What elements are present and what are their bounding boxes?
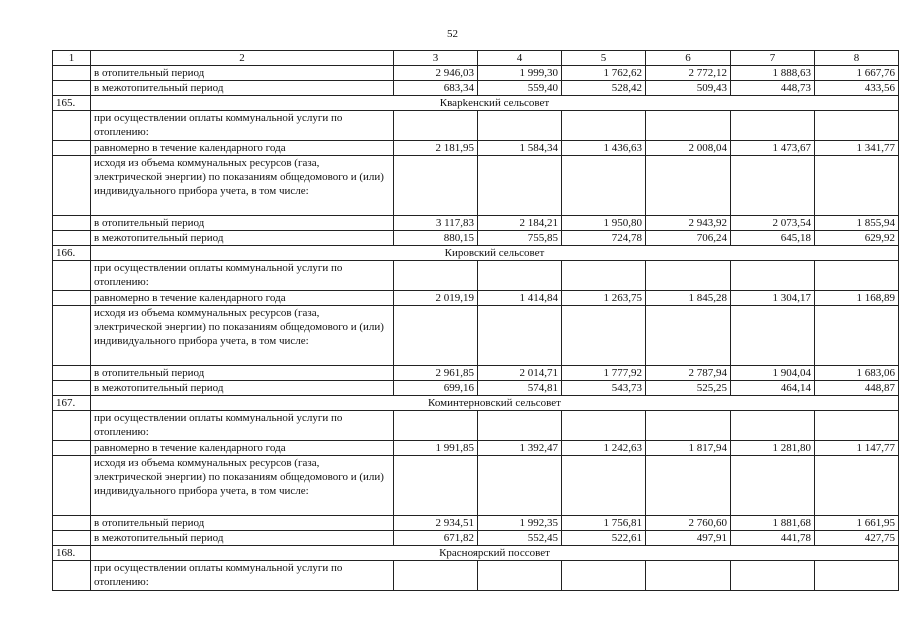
value-cell <box>562 561 646 591</box>
value-cell <box>478 411 562 441</box>
row-number-cell <box>53 111 91 141</box>
value-cell: 1 817,94 <box>646 441 731 456</box>
value-cell: 2 934,51 <box>394 516 478 531</box>
row-label: равномерно в течение календарного года <box>91 291 394 306</box>
value-cell: 2 760,60 <box>646 516 731 531</box>
value-cell: 552,45 <box>478 531 562 546</box>
row-number-cell <box>53 291 91 306</box>
section-title: Красноярский поссовет <box>91 546 899 561</box>
row-number-cell <box>53 66 91 81</box>
row-label: в отопительный период <box>91 216 394 231</box>
row-label: при осуществлении оплаты коммунальной услуги по отоплению: <box>91 411 394 441</box>
value-cell <box>478 261 562 291</box>
value-cell: 1 881,68 <box>731 516 815 531</box>
row-number-cell <box>53 516 91 531</box>
value-cell: 427,75 <box>815 531 899 546</box>
value-cell <box>646 411 731 441</box>
section-number: 167. <box>53 396 91 411</box>
value-cell: 1 304,17 <box>731 291 815 306</box>
table-row <box>53 111 899 141</box>
value-cell <box>731 456 815 516</box>
table-row <box>53 366 899 381</box>
value-cell <box>562 111 646 141</box>
row-label: исходя из объема коммунальных ресурсов (газа, электрической энергии) по показаниям общедомового и (или) индивидуального прибора учета, в том числе: <box>91 306 394 366</box>
tariff-table <box>52 50 899 591</box>
value-cell: 1 436,63 <box>562 141 646 156</box>
value-cell: 2 073,54 <box>731 216 815 231</box>
row-number-cell <box>53 156 91 216</box>
row-label: в межотопительный период <box>91 381 394 396</box>
value-cell: 543,73 <box>562 381 646 396</box>
value-cell <box>815 561 899 591</box>
value-cell: 1 661,95 <box>815 516 899 531</box>
value-cell: 699,16 <box>394 381 478 396</box>
table-row <box>53 306 899 366</box>
value-cell: 1 855,94 <box>815 216 899 231</box>
value-cell <box>562 411 646 441</box>
value-cell: 497,91 <box>646 531 731 546</box>
row-label: в отопительный период <box>91 66 394 81</box>
row-number-cell <box>53 141 91 156</box>
table-body <box>53 51 899 591</box>
value-cell: 1 414,84 <box>478 291 562 306</box>
value-cell: 3 117,83 <box>394 216 478 231</box>
section-row <box>53 546 899 561</box>
value-cell: 522,61 <box>562 531 646 546</box>
value-cell: 1 992,35 <box>478 516 562 531</box>
value-cell: 1 756,81 <box>562 516 646 531</box>
value-cell <box>815 411 899 441</box>
value-cell <box>815 306 899 366</box>
value-cell: 1 999,30 <box>478 66 562 81</box>
section-number: 165. <box>53 96 91 111</box>
value-cell <box>394 156 478 216</box>
value-cell <box>562 261 646 291</box>
value-cell <box>394 411 478 441</box>
value-cell: 2 772,12 <box>646 66 731 81</box>
row-number-cell <box>53 306 91 366</box>
row-number-cell <box>53 441 91 456</box>
table-row <box>53 261 899 291</box>
page-number: 52 <box>447 28 458 40</box>
table-row <box>53 291 899 306</box>
value-cell: 2 008,04 <box>646 141 731 156</box>
value-cell <box>815 156 899 216</box>
row-label: в отопительный период <box>91 366 394 381</box>
table-row <box>53 381 899 396</box>
section-row <box>53 396 899 411</box>
value-cell: 1 584,34 <box>478 141 562 156</box>
table-row <box>53 456 899 516</box>
value-cell <box>394 261 478 291</box>
value-cell: 683,34 <box>394 81 478 96</box>
section-title: Кварkенский сельсовет <box>91 96 899 111</box>
value-cell <box>394 306 478 366</box>
value-cell: 629,92 <box>815 231 899 246</box>
value-cell: 645,18 <box>731 231 815 246</box>
value-cell: 1 242,63 <box>562 441 646 456</box>
section-row <box>53 246 899 261</box>
section-title: Коминтерновский сельсовет <box>91 396 899 411</box>
row-label: в отопительный период <box>91 516 394 531</box>
row-label: при осуществлении оплаты коммунальной услуги по отоплению: <box>91 261 394 291</box>
value-cell: 1 991,85 <box>394 441 478 456</box>
value-cell <box>478 156 562 216</box>
row-number-cell <box>53 531 91 546</box>
value-cell <box>646 156 731 216</box>
row-label: исходя из объема коммунальных ресурсов (газа, электрической энергии) по показаниям общедомового и (или) индивидуального прибора учета, в том числе: <box>91 156 394 216</box>
value-cell: 1 168,89 <box>815 291 899 306</box>
table-row <box>53 156 899 216</box>
value-cell: 1 263,75 <box>562 291 646 306</box>
value-cell: 2 943,92 <box>646 216 731 231</box>
header-row <box>53 51 899 66</box>
table-row <box>53 411 899 441</box>
value-cell <box>562 456 646 516</box>
value-cell: 1 888,63 <box>731 66 815 81</box>
value-cell: 1 777,92 <box>562 366 646 381</box>
table-row <box>53 441 899 456</box>
value-cell <box>562 156 646 216</box>
value-cell: 448,87 <box>815 381 899 396</box>
value-cell <box>478 306 562 366</box>
value-cell: 1 845,28 <box>646 291 731 306</box>
row-label: в межотопительный период <box>91 81 394 96</box>
value-cell: 464,14 <box>731 381 815 396</box>
table-row <box>53 216 899 231</box>
value-cell: 1 904,04 <box>731 366 815 381</box>
row-number-cell <box>53 231 91 246</box>
value-cell: 1 667,76 <box>815 66 899 81</box>
value-cell <box>394 561 478 591</box>
column-header: 7 <box>731 51 815 66</box>
row-number-cell <box>53 366 91 381</box>
value-cell: 724,78 <box>562 231 646 246</box>
value-cell <box>478 561 562 591</box>
table-row <box>53 141 899 156</box>
row-number-cell <box>53 456 91 516</box>
value-cell <box>394 456 478 516</box>
value-cell <box>815 111 899 141</box>
value-cell: 2 961,85 <box>394 366 478 381</box>
value-cell <box>731 111 815 141</box>
value-cell: 671,82 <box>394 531 478 546</box>
section-number: 168. <box>53 546 91 561</box>
table-row <box>53 81 899 96</box>
value-cell: 509,43 <box>646 81 731 96</box>
row-number-cell <box>53 561 91 591</box>
row-number-cell <box>53 411 91 441</box>
value-cell: 2 181,95 <box>394 141 478 156</box>
column-header: 5 <box>562 51 646 66</box>
row-label: равномерно в течение календарного года <box>91 441 394 456</box>
value-cell <box>731 411 815 441</box>
column-header: 4 <box>478 51 562 66</box>
value-cell <box>478 456 562 516</box>
row-label: равномерно в течение календарного года <box>91 141 394 156</box>
column-header: 8 <box>815 51 899 66</box>
table-row <box>53 531 899 546</box>
section-row <box>53 96 899 111</box>
value-cell <box>731 156 815 216</box>
value-cell: 528,42 <box>562 81 646 96</box>
value-cell <box>646 111 731 141</box>
value-cell <box>646 456 731 516</box>
section-number: 166. <box>53 246 91 261</box>
value-cell: 2 946,03 <box>394 66 478 81</box>
value-cell: 2 184,21 <box>478 216 562 231</box>
value-cell <box>646 306 731 366</box>
value-cell: 2 787,94 <box>646 366 731 381</box>
value-cell: 448,73 <box>731 81 815 96</box>
row-label: при осуществлении оплаты коммунальной услуги по отоплению: <box>91 561 394 591</box>
value-cell <box>394 111 478 141</box>
value-cell: 1 281,80 <box>731 441 815 456</box>
row-label: исходя из объема коммунальных ресурсов (газа, электрической энергии) по показаниям общедомового и (или) индивидуального прибора учета, в том числе: <box>91 456 394 516</box>
table-row <box>53 231 899 246</box>
row-number-cell <box>53 261 91 291</box>
column-header: 2 <box>91 51 394 66</box>
value-cell: 525,25 <box>646 381 731 396</box>
table-row <box>53 516 899 531</box>
table-row <box>53 561 899 591</box>
value-cell: 1 341,77 <box>815 141 899 156</box>
value-cell <box>646 261 731 291</box>
value-cell: 559,40 <box>478 81 562 96</box>
value-cell: 1 683,06 <box>815 366 899 381</box>
row-label: при осуществлении оплаты коммунальной услуги по отоплению: <box>91 111 394 141</box>
value-cell: 433,56 <box>815 81 899 96</box>
value-cell <box>731 261 815 291</box>
value-cell: 441,78 <box>731 531 815 546</box>
value-cell: 574,81 <box>478 381 562 396</box>
value-cell: 1 147,77 <box>815 441 899 456</box>
value-cell <box>646 561 731 591</box>
row-number-cell <box>53 381 91 396</box>
value-cell <box>731 306 815 366</box>
value-cell: 2 014,71 <box>478 366 562 381</box>
value-cell: 755,85 <box>478 231 562 246</box>
row-label: в межотопительный период <box>91 231 394 246</box>
section-title: Кировский сельсовет <box>91 246 899 261</box>
column-header: 6 <box>646 51 731 66</box>
column-header: 1 <box>53 51 91 66</box>
value-cell: 706,24 <box>646 231 731 246</box>
value-cell: 1 950,80 <box>562 216 646 231</box>
value-cell: 1 762,62 <box>562 66 646 81</box>
table-row <box>53 66 899 81</box>
row-label: в межотопительный период <box>91 531 394 546</box>
value-cell <box>731 561 815 591</box>
value-cell <box>562 306 646 366</box>
value-cell <box>815 261 899 291</box>
value-cell <box>815 456 899 516</box>
row-number-cell <box>53 81 91 96</box>
column-header: 3 <box>394 51 478 66</box>
value-cell: 880,15 <box>394 231 478 246</box>
value-cell: 2 019,19 <box>394 291 478 306</box>
value-cell: 1 392,47 <box>478 441 562 456</box>
row-number-cell <box>53 216 91 231</box>
value-cell <box>478 111 562 141</box>
value-cell: 1 473,67 <box>731 141 815 156</box>
